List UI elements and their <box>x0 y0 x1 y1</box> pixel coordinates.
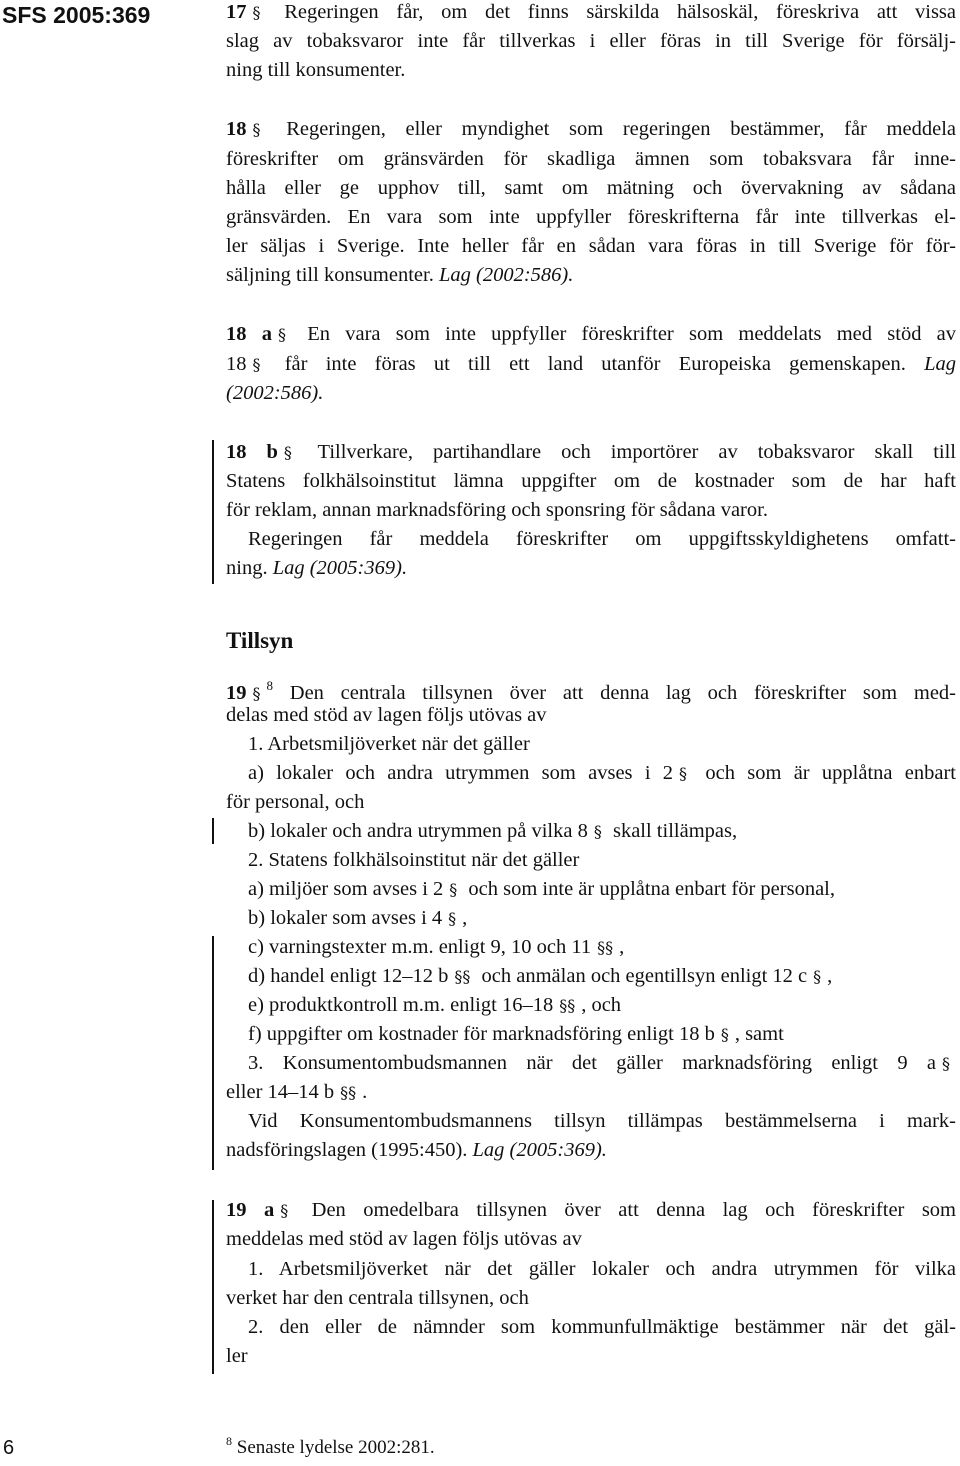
sec19-line: f) uppgifter om kostnader för marknadsföring enligt 18 b § , samt <box>248 1023 784 1045</box>
section-number: 17 <box>226 1 247 23</box>
sec19-line: 2. Statens folkhälsoinstitut när det gäller <box>248 849 580 871</box>
page-number: 6 <box>3 1437 15 1459</box>
section-number: 19 a <box>226 1199 275 1221</box>
sec19-line: för personal, och <box>226 791 365 813</box>
sec18-line: föreskrifter om gränsvärden för skadliga ämnen som tobaksvara får inne- <box>226 148 956 170</box>
sec17-line: slag av tobaksvaror inte får tillverkas i eller föras in till Sverige för försälj- <box>226 30 956 52</box>
footnote-ref: 8 <box>266 678 273 693</box>
sec19a-line: 1. Arbetsmiljöverket när det gäller lokaler och andra utrymmen för vilka <box>248 1258 956 1280</box>
section-sign: § <box>278 325 286 344</box>
footnote-text: Senaste lydelse 2002:281. <box>236 1437 435 1458</box>
sec19-line: a) miljöer som avses i 2 § och som inte är upplåtna enbart för personal, <box>248 878 836 900</box>
section-number: 18 a <box>226 323 272 345</box>
sec18b-line: 18 b § Tillverkare, partihandlare och importörer av tobaksvaror skall till <box>226 441 956 463</box>
sec19-line: 19 § $^8$ Den centrala tillsynen över att denna lag och föreskrifter som med- <box>226 678 956 704</box>
sec18-line: säljning till konsumenter. Lag (2002:586). <box>226 264 574 286</box>
law-reference: Lag (2005:369). <box>272 557 408 579</box>
sec18a-line: 18 § får inte föras ut till ett land utanför Europeiska gemenskapen. Lag <box>226 353 957 375</box>
sec19-line: b) lokaler och andra utrymmen på vilka 8 § skall tillämpas, <box>248 820 738 842</box>
section-sign: § <box>252 3 261 22</box>
footnote-number: 8 <box>226 1434 232 1448</box>
sec19-line: e) produktkontroll m.m. enligt 16–18 §§ , och <box>248 994 622 1016</box>
sec18b-line: ning. Lag (2005:369). <box>226 557 408 579</box>
law-reference: (2002:586). <box>226 382 324 404</box>
sec18-line: gränsvärden. En vara som inte uppfyller föreskrifterna får inte tillverkas el- <box>226 206 956 228</box>
section-sign: § <box>252 684 261 703</box>
section-heading: Tillsyn <box>226 628 294 653</box>
sec19a-line: verket har den centrala tillsynen, och <box>226 1287 529 1309</box>
section-sign: § <box>280 1201 289 1220</box>
sec19-line: 1. Arbetsmiljöverket när det gäller <box>248 733 530 755</box>
sec19-line: 3. Konsumentombudsmannen när det gäller marknadsföring enligt 9 a § <box>248 1052 950 1074</box>
section-sign: § <box>252 120 261 139</box>
sec19a-line: meddelas med stöd av lagen följs utövas av <box>226 1228 582 1250</box>
sec19-line: Vid Konsumentombudsmannens tillsyn tillämpas bestämmelserna i mark- <box>248 1110 956 1132</box>
law-reference: Lag (2005:369). <box>472 1139 607 1161</box>
sec18b-line: Statens folkhälsoinstitut lämna uppgifter om de kostnader som de har haft <box>226 470 956 492</box>
law-reference: Lag <box>924 353 957 375</box>
sec19a-line: 19 a § Den omedelbara tillsynen över att denna lag och föreskrifter som <box>226 1199 956 1221</box>
change-bar <box>212 818 214 844</box>
sec18-line: 18 § Regeringen, eller myndighet som regeringen bestämmer, får meddela <box>226 118 956 140</box>
sec18b-line: för reklam, annan marknadsföring och sponsring för sådana varor. <box>226 499 768 521</box>
sec19a-line: ler <box>226 1345 248 1367</box>
section-number: 18 b <box>226 441 278 463</box>
sec18-line: hålla eller ge upphov till, samt om mätning och övervakning av sådana <box>226 177 956 199</box>
section-number: 19 <box>226 682 247 704</box>
sec19-line: eller 14–14 b §§ . <box>226 1081 368 1103</box>
change-bar <box>212 440 214 584</box>
sec17-line: 17 § Regeringen får, om det finns särskilda hälsoskäl, föreskriva att vissa <box>226 1 957 23</box>
sec19-line: delas med stöd av lagen följs utövas av <box>226 704 547 726</box>
section-sign: § <box>283 443 292 462</box>
sec17-line: ning till konsumenter. <box>226 59 406 81</box>
sec18a-line: 18 a § En vara som inte uppfyller föreskrifter som meddelats med stöd av <box>226 323 957 345</box>
sec19-line: nadsföringslagen (1995:450). Lag (2005:369). <box>226 1139 607 1161</box>
sec19-line: a) lokaler och andra utrymmen som avses i 2 § och som är upplåtna enbart <box>248 762 956 784</box>
sec19-line: d) handel enligt 12–12 b §§ och anmälan och egentillsyn enligt 12 c § , <box>248 965 833 987</box>
change-bar <box>212 936 214 1170</box>
sec18b-line: Regeringen får meddela föreskrifter om uppgiftsskyldighetens omfatt- <box>248 528 956 550</box>
sec19-line: b) lokaler som avses i 4 § , <box>248 907 468 929</box>
sec19-line: c) varningstexter m.m. enligt 9, 10 och 11 §§ , <box>248 936 625 958</box>
sec18-line: ler säljas i Sverige. Inte heller får en sådan vara föras in till Sverige för för- <box>226 235 956 257</box>
change-bar <box>212 1200 214 1374</box>
footnote <box>226 1434 435 1459</box>
section-number: 18 <box>226 118 247 140</box>
document-series-label: SFS 2005:369 <box>2 2 151 28</box>
law-reference: Lag (2002:586). <box>438 264 574 286</box>
sec19a-line: 2. den eller de nämnder som kommunfullmäktige bestämmer när det gäl- <box>248 1316 956 1338</box>
